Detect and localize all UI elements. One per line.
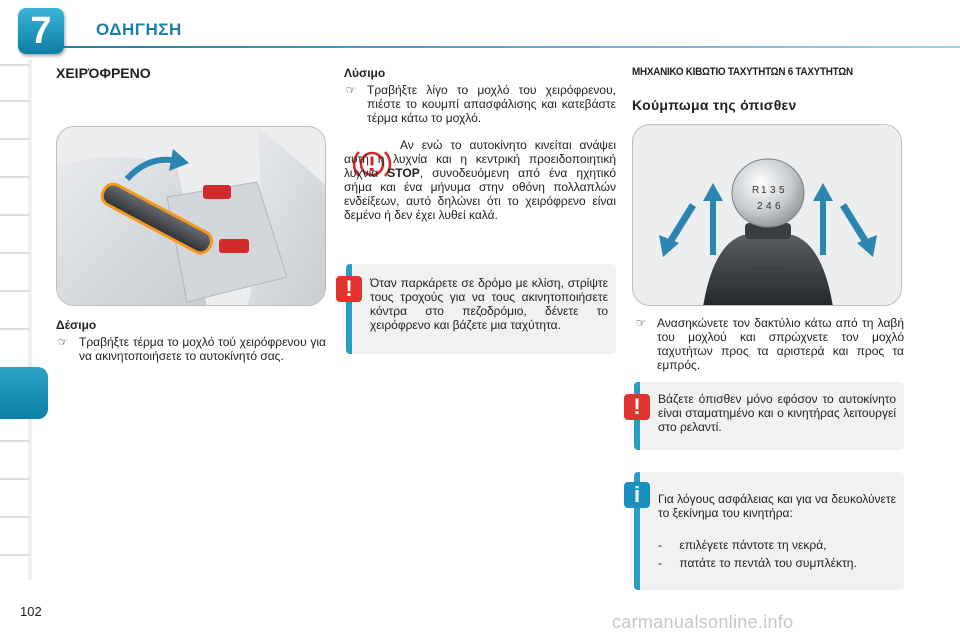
stop-keyword: STOP: [387, 166, 420, 180]
apply-bullet: [56, 335, 326, 363]
knob-digit-3: 3: [770, 185, 776, 196]
tab-divider: [0, 64, 30, 66]
bullet-pointer-icon: ☞: [57, 335, 69, 349]
safety-info-note: [634, 472, 904, 590]
handbrake-illustration: [57, 127, 326, 306]
reverse-bullet-text: Ανασηκώνετε τον δακτύλιο κάτω από τη λαβή του μοχλού και σπρώχνετε τον μοχλό ταχυτήτων προς τα αριστερά και προς τα εμπρός.: [657, 316, 904, 372]
safety-info-item: [658, 556, 896, 570]
dash-mark: -: [658, 556, 662, 570]
apply-bullet-text: Τραβήξτε τέρμα το μοχλό τού χειρόφρενου για να ακινητοποιήσετε το αυτοκίνητό σας.: [79, 335, 326, 363]
warning-lamp-text-end: , συνοδευόμενη από ένα ηχητικό σήμα και ένα μήνυμα στην οθόνη πολλαπλών ενδείξεων, αυτό δηλώνει ότι το χειρόφρενο είναι δεμένο ή δεν έχει λυθεί καλά.: [344, 166, 616, 222]
tab-divider: [0, 440, 30, 442]
safety-info-item-text: επιλέγετε πάντοτε τη νεκρά,: [679, 538, 827, 552]
handbrake-photo: [56, 126, 326, 306]
info-icon: i: [624, 482, 650, 508]
header-rule: [60, 46, 960, 48]
reverse-bullet: [634, 316, 904, 372]
warning-lamp-paragraph: [344, 138, 616, 222]
tab-divider: [0, 516, 30, 518]
tab-divider: [0, 328, 30, 330]
tab-divider: [0, 100, 30, 102]
dash-mark: -: [658, 538, 662, 552]
chapter-number-badge: 7: [18, 8, 64, 54]
handbrake-section-title: ΧΕΙΡΌΦΡΕΝΟ: [56, 65, 151, 81]
release-label: Λύσιμο: [344, 66, 386, 80]
parking-warning-text: Όταν παρκάρετε σε δρόμο με κλίση, στρίψτε τους τροχούς για να τους ακινητοποιήσετε κόντρα στο πεζοδρόμιο, δένετε το χειρόφρενο και βάζετε μια ταχύτητα.: [370, 276, 608, 332]
bullet-pointer-icon: ☞: [345, 83, 357, 97]
knob-digit-5: 5: [779, 185, 785, 196]
tab-divider: [0, 554, 30, 556]
parking-warning-note: [346, 264, 616, 354]
chapter-tab-strip: [0, 0, 34, 640]
reverse-warning-text: Βάζετε όπισθεν μόνο εφόσον το αυτοκίνητο είναι σταματημένο και ο κινητήρας λειτουργεί στο ρελαντί.: [658, 392, 896, 434]
release-bullet-text: Τραβήξτε λίγο το μοχλό του χειρόφρενου, πιέστε το κουμπί απασφάλισης και κατεβάστε τέρμα κάτω το μοχλό.: [367, 83, 616, 125]
watermark-text: carmanualsonline.info: [612, 612, 794, 632]
warning-lamp-text: Αν ενώ το αυτοκίνητο κινείται ανάψει αυτή η λυχνία και η κεντρική προειδοποιητική λυχνία: [344, 138, 616, 180]
tab-divider: [0, 478, 30, 480]
gearshift-illustration: [633, 125, 902, 306]
active-chapter-tab: [0, 367, 48, 419]
knob-digit-4: 4: [766, 201, 772, 212]
reverse-subtitle: Κούμπωμα της όπισθεν: [632, 97, 797, 113]
knob-digit-1: 1: [761, 185, 767, 196]
page-number: 102: [20, 604, 42, 619]
release-bullet: [344, 83, 616, 125]
warning-icon: !: [336, 276, 362, 302]
knob-digit-r: R: [752, 185, 760, 196]
gearshift-photo: [632, 124, 902, 306]
knob-digit-2: 2: [757, 201, 763, 212]
bullet-pointer-icon: ☞: [635, 316, 647, 330]
warning-icon: !: [624, 394, 650, 420]
gearbox-section-title: ΜΗΧΑΝΙΚΟ ΚΙΒΩΤΙΟ ΤΑΧΥΤΗΤΩΝ 6 ΤΑΧΥΤΗΤΩΝ: [632, 66, 853, 78]
knob-digit-6: 6: [775, 201, 781, 212]
tab-divider: [0, 176, 30, 178]
tab-divider: [0, 214, 30, 216]
tab-divider: [0, 252, 30, 254]
tab-divider: [0, 138, 30, 140]
tab-divider: [0, 290, 30, 292]
safety-info-item-text: πατάτε το πεντάλ του συμπλέκτη.: [679, 556, 857, 570]
safety-info-item: [658, 538, 896, 552]
chapter-title: ΟΔΗΓΗΣΗ: [96, 20, 182, 39]
apply-label: Δέσιμο: [56, 318, 97, 332]
safety-info-intro: Για λόγους ασφάλειας και για να δευκολύνετε το ξεκίνημα του κινητήρα:: [658, 492, 896, 520]
reverse-warning-note: [634, 382, 904, 450]
